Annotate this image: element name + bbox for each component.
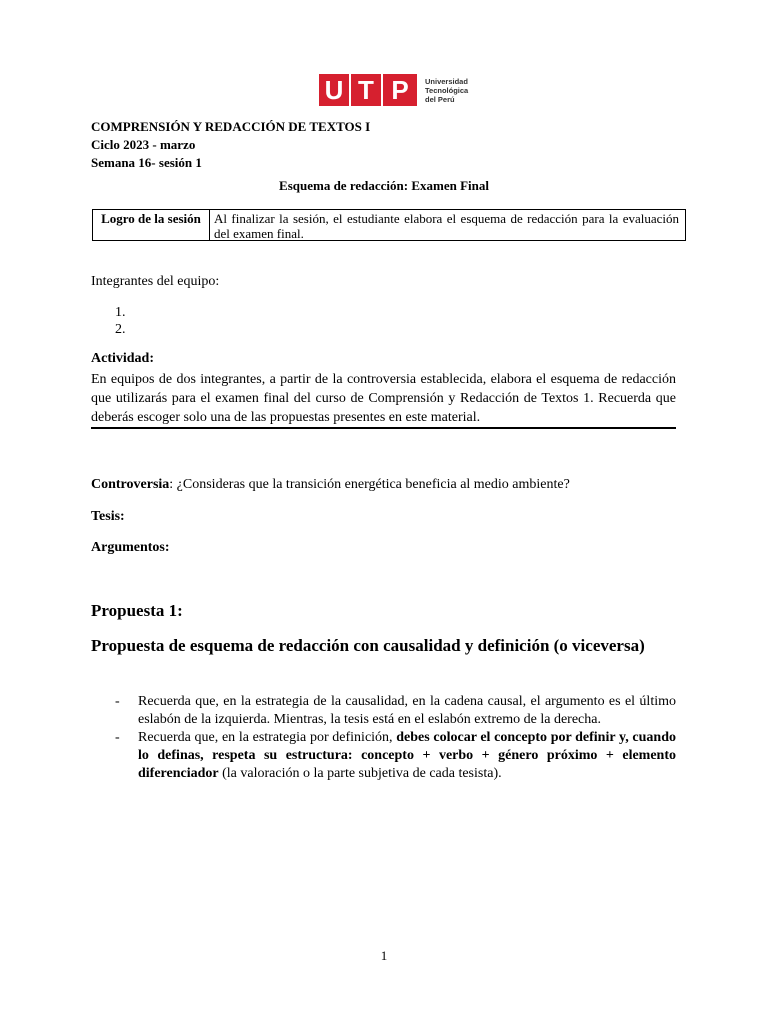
course-week: Semana 16- sesión 1	[91, 155, 202, 170]
list-item: 2.	[115, 322, 126, 337]
list-item	[115, 729, 676, 783]
tesis-label: Tesis:	[91, 509, 125, 524]
divider	[91, 427, 676, 429]
list-item: 1.	[115, 305, 126, 320]
team-list	[115, 304, 126, 338]
controversia-label: Controversia	[91, 477, 170, 492]
logro-label: Logro de la sesión	[93, 210, 210, 240]
bullet-dash: -	[115, 730, 120, 745]
actividad-text: En equipos de dos integrantes, a partir de la controversia establecida, elabora el esquema de redacción que utilizarás para el examen final del curso de Comprensión y Redacción de Textos 1. Recuerda que deberás escoger solo una de las propuestas presentes en este material.	[91, 372, 676, 425]
bullet-text: Recuerda que, en la estrategia de la causalidad, en la cadena causal, el argumento es el último eslabón de la izquierda. Mientras, la tesis está en el eslabón extremo de la derecha.	[138, 694, 676, 727]
logo-letter-p: P	[383, 74, 417, 106]
logo-text-line: Tecnológica	[425, 85, 469, 95]
bullet-text	[138, 729, 676, 783]
propuesta-title: Propuesta 1:	[91, 601, 183, 620]
page-number: 1	[380, 948, 388, 963]
course-name: COMPRENSIÓN Y REDACCIÓN DE TEXTOS I	[91, 119, 371, 134]
propuesta-bullets	[115, 693, 676, 783]
bullet-dash: -	[115, 694, 120, 709]
logo-text-line: del Perú	[425, 94, 455, 104]
logo-letter-u: U	[319, 74, 349, 106]
course-cycle: Ciclo 2023 - marzo	[91, 137, 196, 152]
team-label: Integrantes del equipo:	[91, 274, 220, 289]
list-item	[115, 693, 676, 729]
bullet-text-part: (la valoración o la parte subjetiva de cada tesista).	[218, 766, 502, 781]
bullet-text-bold: debes colocar el concepto por definir y, cuando lo definas, respeta su estructura: concepto + verbo + género próximo + elemento diferenciador	[138, 730, 676, 781]
course-header	[91, 118, 370, 172]
propuesta-subtitle: Propuesta de esquema de redacción con causalidad y definición (o viceversa)	[91, 636, 645, 655]
document-title: Esquema de redacción: Examen Final	[279, 178, 489, 193]
controversia-text: : ¿Consideras que la transición energética beneficia al medio ambiente?	[169, 477, 570, 492]
logo-text-line: Universidad	[425, 76, 468, 86]
controversia-line	[91, 475, 570, 494]
logo-text	[425, 77, 468, 104]
bullet-text-part: Recuerda que, en la estrategia por definición,	[138, 730, 397, 745]
utp-logo	[319, 74, 468, 106]
logro-text: Al finalizar la sesión, el estudiante elabora el esquema de redacción para la evaluación del examen final.	[214, 211, 679, 241]
actividad-label: Actividad:	[91, 351, 154, 366]
argumentos-label: Argumentos:	[91, 540, 170, 555]
logro-table	[92, 209, 686, 241]
logo-letter-t: T	[351, 74, 381, 106]
